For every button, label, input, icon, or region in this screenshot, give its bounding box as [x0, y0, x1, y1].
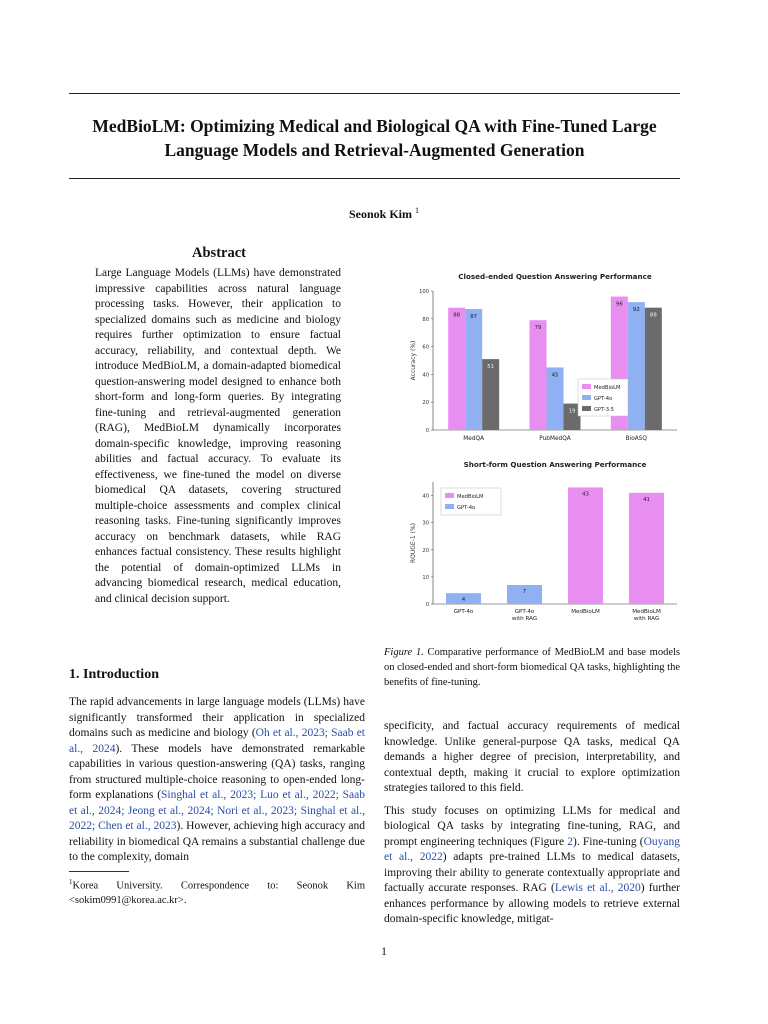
- footnote-rule: [69, 871, 129, 872]
- closed-qa-legend-label: MedBioLM: [594, 385, 621, 391]
- intro-text-c: ). However, achieving high accuracy and reliability in biomedical QA remains a substantial challenge due to the complexity, domain: [69, 820, 365, 863]
- short-form-chart-title: Short-form Question Answering Performance: [463, 460, 647, 469]
- closed-qa-bar-label: 51: [487, 364, 495, 371]
- short-form-bar: [629, 493, 664, 604]
- title-rule-bottom: [69, 178, 680, 179]
- title-line-1: MedBioLM: Optimizing Medical and Biological QA with Fine-Tuned Large: [92, 116, 657, 136]
- closed-qa-bar: [530, 320, 547, 430]
- closed-qa-legend-swatch: [582, 384, 591, 389]
- short-form-bar-label: 43: [582, 491, 589, 498]
- short-form-x-tick-label: GPT-4o: [453, 609, 474, 615]
- short-form-x-tick-label: with RAG: [511, 616, 538, 622]
- intro-text-b: ). These models have demonstrated remarkable capabilities in various question-answering (QA) tasks, ranging from structured multiple-choice reasoning to open-ended long-form explanations (: [69, 742, 365, 801]
- footnote-mark: 1: [69, 878, 73, 886]
- citation-link[interactable]: Singhal et al., 2023; Luo et al., 2022; Saab et al., 2024; Jeong et al., 2024; Nori et al., 2023; Singhal et al., 2022; Chen et al., 2023: [69, 789, 366, 832]
- author: [0, 206, 768, 222]
- author-affil-mark: 1: [415, 206, 419, 215]
- title-rule-top: [69, 93, 680, 94]
- closed-qa-bar-label: 19: [568, 408, 576, 415]
- closed-qa-bar-label: 45: [551, 372, 559, 379]
- short-form-chart-y-tick-label: 0: [425, 602, 429, 608]
- closed-qa-chart-y-tick-label: 20: [422, 400, 429, 407]
- closed-qa-bar: [465, 309, 482, 430]
- right-text-d: ) further enhances performance by allowing models to retrieve external domain-specific knowledge, mitigat-: [384, 882, 681, 925]
- short-form-chart-y-tick-label: 40: [422, 493, 429, 500]
- closed-qa-chart-y-tick-label: 80: [422, 316, 429, 323]
- abstract-text: Large Language Models (LLMs) have demonstrated impressive capabilities across natural language processing tasks. However, their application to specialized domains such as medicine and biology requires further optimization to ensure factual accuracy, reliability, and contextual depth. We introduce MedBioLM, a domain-adapted biomedical question-answering model designed to enhance both short-form and long-form queries. By integrating fine-tuning and retrieval-augmented generation (RAG), MedBioLM dynamically incorporates domain-specific knowledge, improving reasoning abilities and factual accuracy. To evaluate its effectiveness, we fine-tuned the model on diverse biomedical QA datasets, covering structured multiple-choice assessments and complex clinical reasoning tasks. Fine-tuning significantly improves accuracy on benchmark datasets, while RAG enhances factual consistency. These results highlight the potential of domain-optimized LLMs in advancing biomedical research, medical education, and clinical decision support.: [95, 267, 341, 605]
- short-form-legend-swatch: [445, 493, 454, 498]
- right-text-b: ). Fine-tuning (: [573, 835, 644, 848]
- caption-text: Comparative performance of MedBioLM and base models on closed-ended and short-form biomedical QA tasks, highlighting the benefits of fine-tuning.: [384, 647, 680, 688]
- right-paragraph-2: [384, 804, 680, 928]
- author-name: Seonok Kim: [348, 207, 412, 221]
- intro-heading: 1. Introduction: [69, 667, 159, 682]
- closed-qa-chart-y-label: Accuracy (%): [410, 340, 417, 381]
- abstract-heading: Abstract: [192, 245, 246, 261]
- short-form-bar-label: 41: [643, 496, 650, 503]
- closed-qa-chart-title: Closed-ended Question Answering Performance: [458, 272, 652, 281]
- short-form-bar-label: 7: [522, 589, 527, 596]
- closed-qa-bar-label: 88: [649, 312, 657, 319]
- paper-title: [69, 114, 680, 162]
- figure-ref-link[interactable]: 2: [567, 835, 574, 848]
- closed-qa-bar-label: 79: [534, 325, 542, 332]
- closed-qa-bar: [628, 302, 645, 430]
- short-form-legend-swatch: [445, 504, 454, 509]
- short-form-x-tick-label: MedBioLM: [571, 609, 600, 615]
- closed-qa-chart-y-tick-label: 40: [422, 372, 429, 379]
- closed-qa-legend-label: GPT-4o: [594, 396, 613, 402]
- closed-qa-chart-y-tick-label: 100: [419, 289, 429, 295]
- short-form-bar: [568, 487, 603, 604]
- figure-caption: [384, 645, 680, 690]
- closed-qa-bar-label: 88: [453, 312, 461, 319]
- short-form-x-tick-label: MedBioLM: [632, 609, 661, 615]
- closed-qa-legend-label: GPT-3.5: [594, 407, 614, 413]
- short-form-x-tick-label: GPT-4o: [514, 609, 535, 615]
- caption-label: Figure 1.: [384, 647, 424, 658]
- closed-qa-legend-swatch: [582, 406, 591, 411]
- footnote-text: Korea University. Correspondence to: Seonok Kim <sokim0991@korea.ac.kr>.: [69, 880, 365, 906]
- figure-1: [384, 262, 684, 640]
- intro-paragraph: [69, 695, 365, 866]
- page-number: 1: [381, 944, 387, 958]
- closed-qa-x-tick-label: BioASQ: [625, 436, 648, 442]
- short-form-legend-label: MedBioLM: [457, 494, 484, 500]
- citation-link[interactable]: Oh et al., 2023; Saab et al., 2024: [69, 727, 365, 755]
- closed-qa-chart-y-tick-label: 0: [425, 428, 429, 434]
- short-form-legend-label: GPT-4o: [457, 505, 476, 511]
- figure-1-charts: [384, 262, 684, 640]
- closed-qa-bar: [448, 308, 465, 430]
- title-line-2: Language Models and Retrieval-Augmented Generation: [164, 140, 585, 160]
- right-text-c: ) adapts pre-trained LLMs to medical datasets, improving their ability to generate contextually appropriate and factually accurate responses. RAG (: [384, 851, 680, 894]
- closed-qa-bar-label: 92: [632, 307, 640, 314]
- closed-qa-x-tick-label: PubMedQA: [539, 436, 571, 442]
- short-form-chart-y-tick-label: 10: [422, 574, 429, 581]
- short-form-x-tick-label: with RAG: [633, 616, 660, 622]
- short-form-chart-y-tick-label: 20: [422, 547, 429, 554]
- intro-text-a: The rapid advancements in large language models (LLMs) have significantly transformed their application in specialized domains such as medicine and biology (: [69, 696, 365, 739]
- closed-qa-bar-label: 96: [615, 301, 623, 308]
- closed-qa-bar: [645, 308, 662, 430]
- footnote: [69, 875, 365, 908]
- short-form-chart-y-label: ROUGE-1 (%): [410, 523, 417, 563]
- short-form-chart-y-tick-label: 30: [422, 520, 429, 527]
- right-paragraph-1: specificity, and factual accuracy requirements of medical knowledge. Unlike general-purpose QA tasks, medical QA demands a higher degree of precision, interpretability, and contextual depth, making it crucial to explore optimization strategies tailored to this field.: [384, 720, 680, 794]
- right-text-a: This study focuses on optimizing LLMs for medical and biological QA tasks by integrating fine-tuning, RAG, and prompt engineering techniques (Figure: [384, 804, 680, 848]
- closed-qa-chart-y-tick-label: 60: [422, 344, 429, 351]
- short-form-bar-label: 4: [461, 597, 466, 604]
- closed-qa-x-tick-label: MedQA: [463, 436, 485, 442]
- citation-link[interactable]: Ouyang et al., 2022: [384, 835, 680, 863]
- closed-qa-legend-swatch: [582, 395, 591, 400]
- intro-right-column: [384, 719, 680, 928]
- closed-qa-bar-label: 87: [470, 314, 478, 321]
- citation-link[interactable]: Lewis et al., 2020: [554, 882, 641, 894]
